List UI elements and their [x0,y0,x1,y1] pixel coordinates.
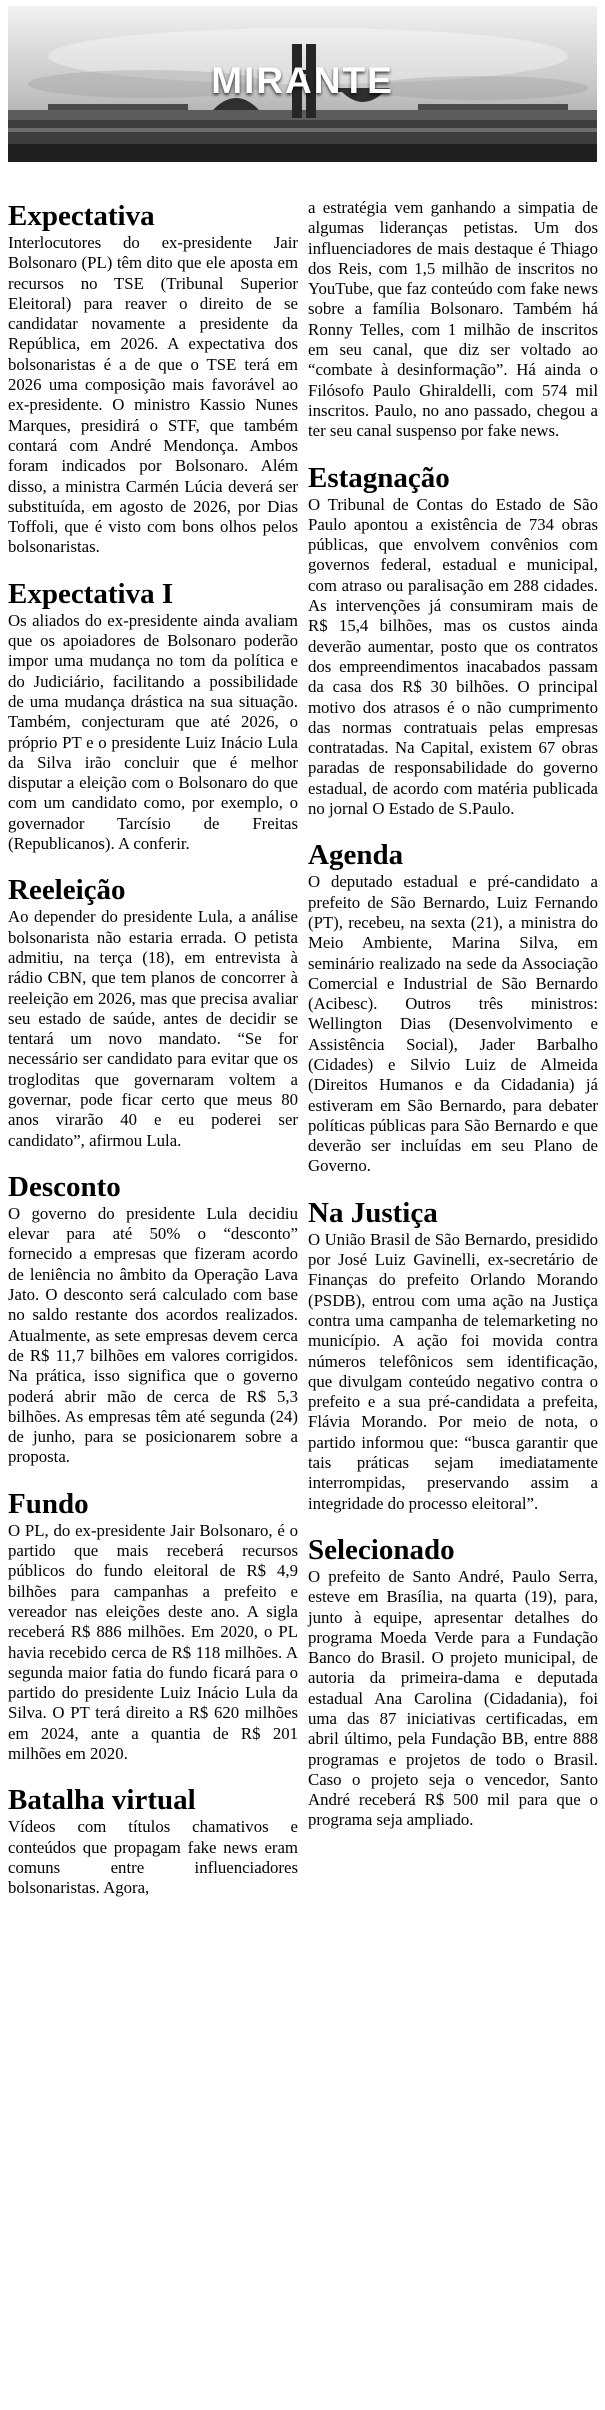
news-item [8,578,298,855]
item-body: O prefeito de Santo André, Paulo Serra, esteve em Brasília, na quarta (19), para, junto à equipe, apresentar detalhes do programa Moeda Verde para a Fundação Banco do Brasil. O projeto municipal, de autoria da primeira-dama e deputada estadual Ana Carolina (Cidadania), foi uma das 87 iniciativas certificadas, em abril último, pela Fundação BB, entre 888 programas e projetos de todo o Brasil. Caso o projeto seja o vencedor, Santo André receberá R$ 500 mil para que o programa seja ampliado. [308,1566,598,1830]
news-item [8,1784,298,1898]
item-body: Os aliados do ex-presidente ainda avaliam que os apoiadores de Bolsonaro poderão impor uma mudança no tom da política e do Judiciário, facilitando a possibilidade de uma mudança drástica na sua situação. Também, conjecturam que até 2026, o próprio PT e o presidente Luiz Inácio Lula da Silva irão concluir que é melhor disputar a eleição com o Bolsonaro do que com um candidato como, por exemplo, o governador Tarcísio de Freitas (Republicanos). A conferir. [8,610,298,854]
news-item [308,839,598,1176]
news-item [8,1488,298,1765]
item-heading: Estagnação [308,461,450,494]
item-body: O governo do presidente Lula decidiu elevar para até 50% o “desconto” fornecido a empresas que fizeram acordo de leniência no âmbito da Operação Lava Jato. O desconto será calculado com base no saldo restante dos acordos realizados. Atualmente, as sete empresas devem cerca de R$ 11,7 bilhões em valores corrigidos. Na prática, isso significa que o governo poderá abrir mão de cerca de R$ 5,3 bilhões. As empresas têm até segunda (24) de junho, para se posicionarem sobre a proposta. [8,1203,298,1467]
item-heading: Na Justiça [308,1196,438,1229]
item-heading: Reeleição [8,874,126,907]
item-body: a estratégia vem ganhando a simpatia de algumas lideranças petistas. Um dos influenciadores de mais destaque é Thiago dos Reis, com 1,5 milhão de inscritos no YouTube, que faz conteúdo com fake news sobre a família Bolsonaro. Também há Ronny Telles, com 1 milhão de inscritos em seu canal, que diz ser voltado ao “combate à desinformação”. Há ainda o Filósofo Paulo Ghiraldelli, com 574 mil inscritos. Paulo, no ano passado, chegou a ter seu canal suspenso por fake news. [308,198,598,441]
news-item [8,1171,298,1468]
item-body: Interlocutores do ex-presidente Jair Bolsonaro (PL) têm dito que ele aposta em recursos no TSE (Tribunal Superior Eleitoral) para reaver o direito de se candidatar novamente a presidente da República, em 2026. A expectativa dos bolsonaristas é a de que o TSE terá em 2026 uma composição mais favorável ao ex-presidente. O ministro Kassio Nunes Marques, presidirá o STF, que também contará com André Mendonça. Ambos foram indicados por Bolsonaro. Além disso, a ministra Carmén Lúcia deverá ser substituída, em agosto de 2026, por Dias Toffoli, que é visto com bons olhos pelos bolsonaristas. [8,233,298,557]
item-heading: Fundo [8,1487,89,1520]
item-heading: Expectativa [8,200,155,232]
news-item [308,462,598,820]
item-heading: Desconto [8,1170,121,1203]
news-item [8,874,298,1151]
news-item [308,1197,598,1514]
item-body: Vídeos com títulos chamativos e conteúdos que propagam fake news eram comuns entre influenciadores bolsonaristas. Agora, [8,1817,298,1898]
column-banner [8,6,597,162]
item-body: O União Brasil de São Bernardo, presidido por José Luiz Gavinelli, ex-secretário de Finanças do prefeito Orlando Morando (PSDB), entrou com uma ação na Justiça contra uma campanha de telemarketing no município. A ação foi movida contra números telefônicos sem identificação, que divulgam conteúdo negativo contra o prefeito e a sua pré-candidata a prefeita, Flávia Morando. Por meio de nota, o partido informou que: “busca garantir que tais práticas sejam imediatamente interrompidas, preservando assim a integridade do processo eleitoral”. [308,1229,598,1513]
right-column [308,200,598,1851]
column-title: MIRANTE [211,60,394,101]
item-heading: Agenda [308,839,404,872]
item-heading: Selecionado [308,1533,455,1566]
item-body: Ao depender do presidente Lula, a análise bolsonarista não estaria errada. O petista admitiu, na terça (18), em entrevista à rádio CBN, que tem planos de concorrer à reeleição em 2026, mas que precisa avaliar seu estado de saúde, antes de decidir se tentará um novo mandato. “Se for necessário ser candidato para evitar que os trogloditas que governaram voltem a governar, pode ficar certo que meus 80 anos virarão 40 e eu poderei ser candidato”, afirmou Lula. [8,907,298,1150]
item-heading: Expectativa I [8,577,174,610]
item-heading: Batalha virtual [8,1784,196,1817]
left-column [8,200,298,1918]
item-body: O deputado estadual e pré-candidato a prefeito de São Bernardo, Luiz Fernando (PT), recebeu, na sexta (21), a ministra do Meio Ambiente, Marina Silva, em seminário realizado na sede da Associação Comercial e Industrial de São Bernardo (Acibesc). Outros três ministros: Wellington Dias (Desenvolvimento e Assistência Social), Jader Barbalho (Cidades) e Silvio Luiz de Almeida (Direitos Humanos e da Cidadania) já estiveram em São Bernardo, para debater políticas públicas para São Bernardo e que deverão ser incluídas em seu Plano de Governo. [308,872,598,1176]
item-body: O Tribunal de Contas do Estado de São Paulo apontou a existência de 734 obras públicas, que envolvem convênios com governos federal, estadual e municipal, com atraso ou paralisação em 288 cidades. As intervenções já consumiram mais de R$ 15,4 bilhões, mas os custos ainda deverão aumentar, posto que os contratos dos empreendimentos inacabados passam da casa dos R$ 30 bilhões. O principal motivo dos atrasos é o não cumprimento das normas contratuais pelas empresas contratadas. Na Capital, existem 67 obras paradas de responsabilidade do governo estadual, de acordo com matéria publicada no jornal O Estado de S.Paulo. [308,494,598,819]
news-item [8,200,298,558]
news-item-continued [308,198,598,442]
item-body: O PL, do ex-presidente Jair Bolsonaro, é o partido que mais receberá recursos públicos do fundo eleitoral de R$ 4,9 bilhões para campanhas a prefeito e vereador nas eleições deste ano. A sigla receberá R$ 886 milhões. Em 2020, o PL havia recebido cerca de R$ 118 milhões. A segunda maior fatia do fundo ficará para o partido do presidente Luiz Inácio Lula da Silva. O PT terá direito a R$ 620 milhões em 2024, ante a quantia de R$ 201 milhões em 2020. [8,1520,298,1763]
news-item [308,1534,598,1831]
